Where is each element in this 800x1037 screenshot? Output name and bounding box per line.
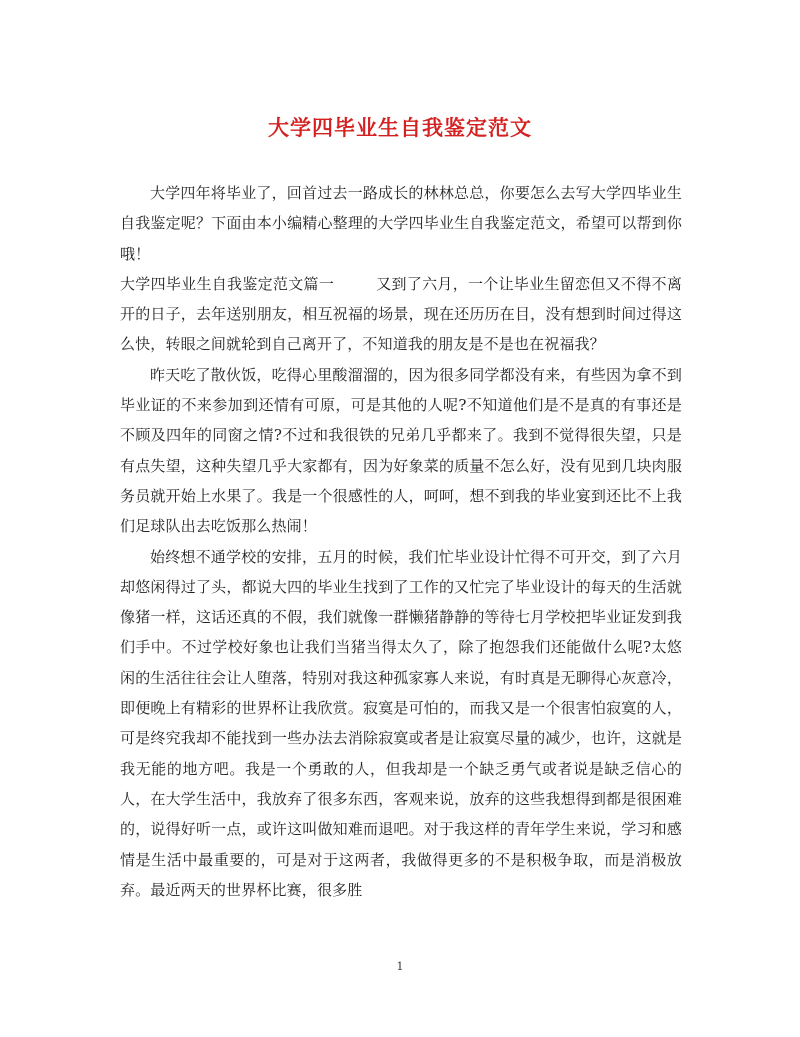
section-heading: 大学四毕业生自我鉴定范文篇一 — [120, 274, 335, 293]
document-body — [120, 178, 682, 905]
intro-paragraph: 大学四年将毕业了，回首过去一路成长的林林总总，你要怎么去写大学四毕业生自我鉴定呢？下面由本小编精心整理的大学四毕业生自我鉴定范文，希望可以帮到你哦！ — [120, 184, 682, 263]
document-title: 大学四毕业生自我鉴定范文 — [268, 115, 532, 140]
section-first-text: 又到了六月，一个让毕业生留恋但又不得不离开的日子，去年送别朋友，相互祝福的场景，现在还历历在目，没有想到时间过得这么快，转眼之间就轮到自己离开了，不知道我的朋友是不是也在祝福我？ — [120, 274, 682, 354]
section-first-paragraph — [120, 269, 682, 360]
body-paragraph-2: 始终想不通学校的安排，五月的时候，我们忙毕业设计忙得不可开交，到了六月却悠闲得过了头，都说大四的毕业生找到了工作的又忙完了毕业设计的每天的生活就像猪一样，这话还真的不假，我们就像一群懒猪静静的等待七月学校把毕业证发到我们手中。不过学校好象也让我们当猪当得太久了，除了抱怨我们还能做什么呢?太悠闲的生活往往会让人堕落，特别对我这种孤家寡人来说，有时真是无聊得心灰意冷，即便晚上有精彩的世界杯让我欣赏。寂寞是可怕的，而我又是一个很害怕寂寞的人，可是终究我却不能找到一些办法去消除寂寞或者是让寂寞尽量的减少，也许，这就是我无能的地方吧。我是一个勇敢的人，但我却是一个缺乏勇气或者说是缺乏信心的人，在大学生活中，我放弃了很多东西，客观来说，放弃的这些我想得到都是很困难的，说得好听一点，或许这叫做知难而退吧。对于我这样的青年学生来说，学习和感情是生活中最重要的，可是对于这两者，我做得更多的不是积极争取，而是消极放弃。最近两天的世界杯比赛，很多胜 — [120, 547, 682, 899]
body-paragraph-1: 昨天吃了散伙饭，吃得心里酸溜溜的，因为很多同学都没有来，有些因为拿不到毕业证的不来参加到还情有可原，可是其他的人呢?不知道他们是不是真的有事还是不顾及四年的同窗之情?不过和我很铁的兄弟几乎都来了。我到不觉得很失望，只是有点失望，这种失望几乎大家都有，因为好象菜的质量不怎么好，没有见到几块肉服务员就开始上水果了。我是一个很感性的人，呵呵，想不到我的毕业宴到还比不上我们足球队出去吃饭那么热闹！ — [120, 365, 682, 536]
page-number: 1 — [396, 960, 404, 973]
